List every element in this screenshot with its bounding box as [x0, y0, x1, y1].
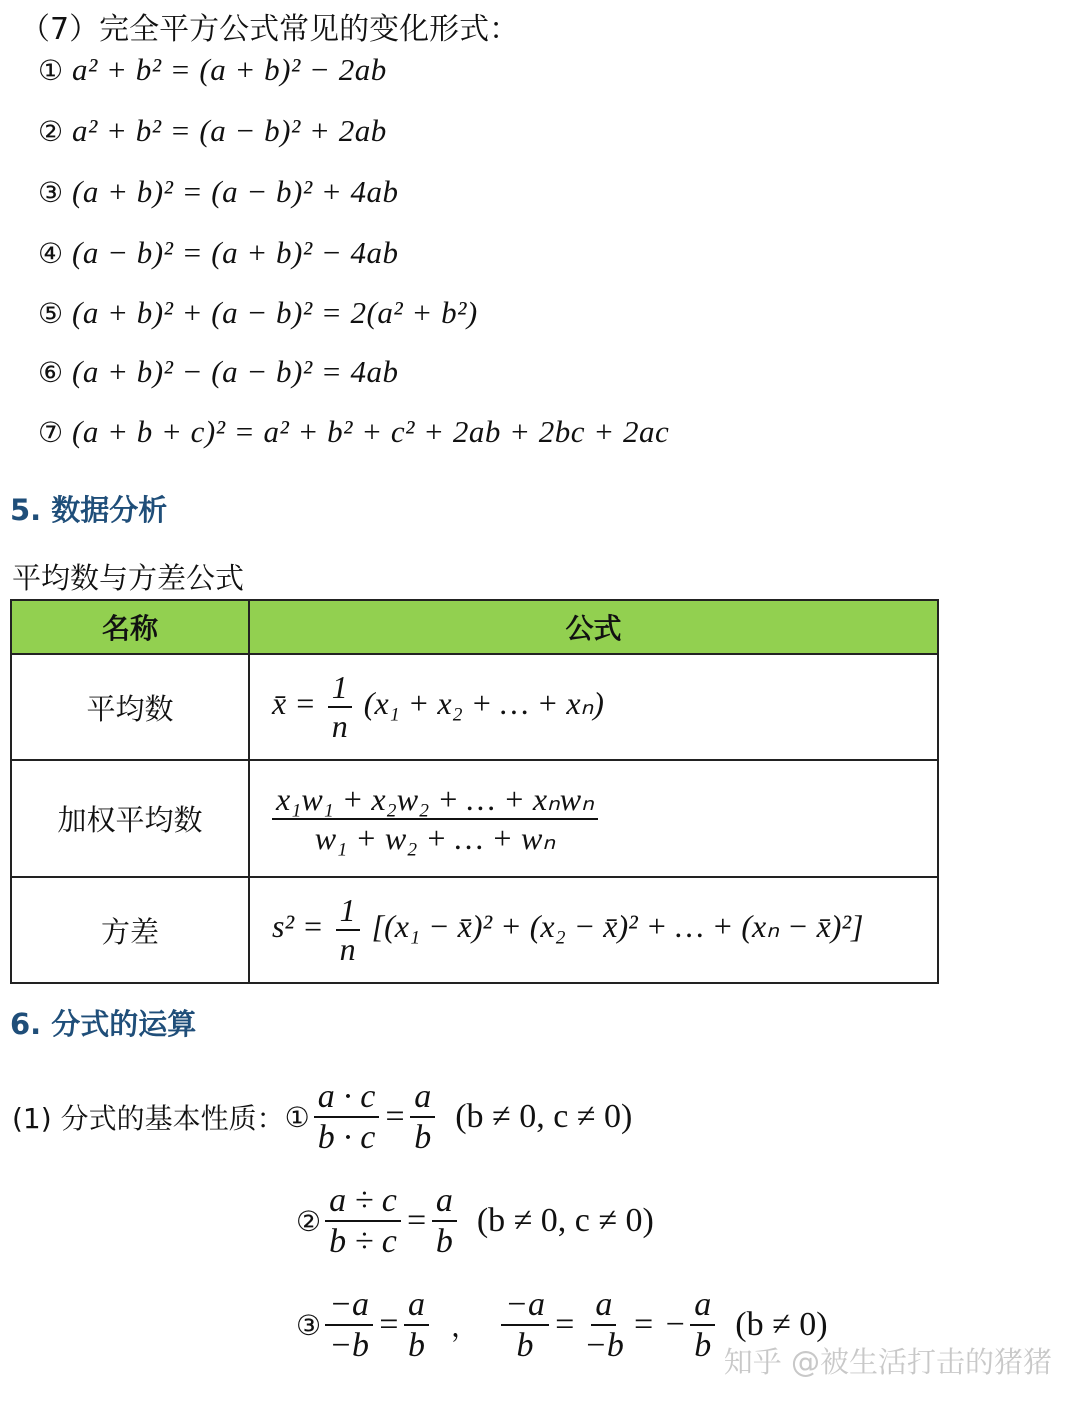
- table-caption: 平均数与方差公式: [12, 561, 245, 595]
- denominator: n: [331, 708, 348, 744]
- row-name: 加权平均数: [11, 760, 249, 877]
- numerator: a: [410, 1077, 435, 1118]
- formula-rhs: [(x₁ − x̄)² + (x₂ − x̄)² + … + (xₙ − x̄)²]: [371, 908, 864, 945]
- numerator: a: [404, 1285, 429, 1326]
- denominator: n: [339, 931, 356, 967]
- numerator: 1: [336, 892, 360, 931]
- formula-text: a² + b² = (a + b)² − 2ab: [72, 52, 387, 87]
- fraction: [314, 1077, 380, 1157]
- numerator: −a: [325, 1285, 373, 1326]
- fraction: [580, 1285, 628, 1365]
- formula-line: [38, 113, 387, 149]
- numerator: a · c: [314, 1077, 380, 1118]
- formula-line: [38, 235, 399, 271]
- formula-text: (a + b)² = (a − b)² + 4ab: [72, 174, 399, 209]
- denominator: b ÷ c: [329, 1223, 397, 1260]
- fraction: [336, 892, 360, 968]
- fraction: [432, 1181, 457, 1261]
- denominator: b: [408, 1327, 426, 1364]
- fraction: [328, 669, 352, 745]
- denominator: b · c: [317, 1119, 376, 1156]
- denominator: b: [694, 1327, 712, 1364]
- section-heading-data-analysis: 5. 数据分析: [10, 493, 168, 527]
- variance-formula: [249, 877, 938, 983]
- denominator: b: [435, 1223, 453, 1260]
- formula-text: (a + b + c)² = a² + b² + c² + 2ab + 2bc + 2ac: [72, 414, 670, 449]
- condition: (b ≠ 0, c ≠ 0): [455, 1098, 633, 1135]
- fraction: [325, 1285, 373, 1365]
- marker: ②: [38, 115, 64, 148]
- mean-formula: [249, 654, 938, 760]
- row-name: 方差: [11, 877, 249, 983]
- equals-sign: =: [377, 1306, 401, 1343]
- condition: (b ≠ 0): [735, 1306, 828, 1343]
- formula-text: (a + b)² + (a − b)² = 2(a² + b²): [72, 295, 478, 330]
- formula-line: [38, 414, 669, 450]
- marker: ③: [38, 176, 64, 209]
- marker: ⑤: [38, 297, 64, 330]
- marker: ②: [296, 1204, 322, 1238]
- equals-sign: =: [383, 1098, 407, 1135]
- statistics-formula-table: [10, 599, 939, 984]
- numerator: a: [591, 1285, 616, 1326]
- property-label: (1) 分式的基本性质：: [12, 1102, 285, 1135]
- marker: ④: [38, 237, 64, 270]
- denominator: b: [414, 1119, 432, 1156]
- watermark: 知乎 @被生活打击的猪猪: [723, 1345, 1052, 1379]
- fraction: [410, 1077, 435, 1157]
- heading-square-forms: （7）完全平方公式常见的变化形式：: [20, 12, 520, 47]
- negative-equals: = −: [631, 1306, 687, 1343]
- fraction: [501, 1285, 549, 1365]
- weighted-mean-formula: [249, 760, 938, 877]
- table-row: [11, 877, 938, 983]
- numerator: x₁w₁ + x₂w₂ + … + xₙwₙ: [272, 781, 598, 820]
- formula-rhs: (x₁ + x₂ + … + xₙ): [363, 685, 604, 722]
- row-name: 平均数: [11, 654, 249, 760]
- fraction: [690, 1285, 715, 1365]
- numerator: −a: [501, 1285, 549, 1326]
- section-heading-fractions: 6. 分式的运算: [10, 1007, 197, 1041]
- fraction: [325, 1181, 401, 1261]
- denominator: −b: [329, 1327, 370, 1364]
- header-name: 名称: [11, 600, 249, 654]
- table-row: [11, 654, 938, 760]
- equals-sign: =: [404, 1202, 428, 1239]
- marker: ①: [38, 54, 64, 87]
- numerator: a: [432, 1181, 457, 1222]
- equals-sign: =: [552, 1306, 576, 1343]
- fraction-property-2: [296, 1176, 654, 1266]
- formula-text: (a + b)² − (a − b)² = 4ab: [72, 354, 399, 389]
- formula-lhs: s² =: [272, 908, 324, 945]
- denominator: b: [516, 1327, 534, 1364]
- formula-line: [38, 354, 399, 390]
- formula-lhs: x̄ =: [272, 685, 316, 722]
- numerator: 1: [328, 669, 352, 708]
- marker: ⑥: [38, 356, 64, 389]
- marker: ③: [296, 1308, 322, 1342]
- condition: (b ≠ 0, c ≠ 0): [476, 1202, 654, 1239]
- denominator: −b: [583, 1327, 624, 1364]
- fraction: [404, 1285, 429, 1365]
- formula-line: [38, 52, 387, 88]
- fraction: [272, 781, 598, 857]
- formula-text: (a − b)² = (a + b)² − 4ab: [72, 235, 399, 270]
- separator: ，: [451, 1310, 480, 1343]
- table-row: [11, 760, 938, 877]
- formula-line: [38, 295, 478, 331]
- fraction-property-1: [12, 1072, 632, 1162]
- denominator: w₁ + w₂ + … + wₙ: [314, 819, 556, 856]
- header-formula: 公式: [249, 600, 938, 654]
- formula-line: [38, 174, 399, 210]
- numerator: a ÷ c: [325, 1181, 401, 1222]
- table-header-row: [11, 600, 938, 654]
- marker: ①: [284, 1100, 310, 1134]
- marker: ⑦: [38, 416, 64, 449]
- numerator: a: [690, 1285, 715, 1326]
- formula-text: a² + b² = (a − b)² + 2ab: [72, 113, 387, 148]
